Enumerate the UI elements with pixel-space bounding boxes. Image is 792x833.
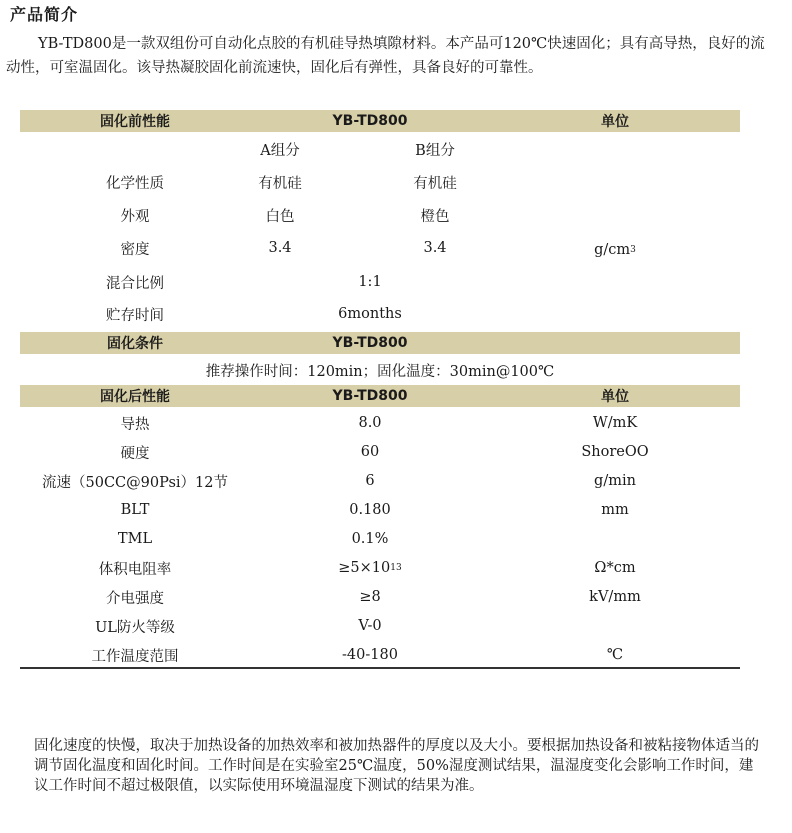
- cure-condition-title: 固化条件: [107, 336, 163, 352]
- unit-value: [490, 528, 740, 550]
- intro-paragraph: [6, 32, 766, 80]
- component-header-row: [20, 138, 740, 160]
- note-paragraph: 固化速度的快慢，取决于加热设备的加热效率和被加热器件的厚度以及大小。要根据加热设备和被粘接物体适当的调节固化温度和固化时间。工作时间是在实验室25℃温度，50%湿度测试结果，温湿度变化会影响工作时间，建议工作时间不超过极限值，以实际使用环境温湿度下测试的结果为准。: [34, 738, 759, 794]
- intro-text: YB-TD800是一款双组份可自动化点胶的有机硅导热填隙材料。本产品可120℃快速固化；具有高导热，良好的流动性，可室温固化。该导热凝胶固化前流速快，固化后有弹性，具备良好的可靠性。: [6, 36, 765, 76]
- unit-header: 单位: [601, 389, 629, 405]
- property-name: 外观: [120, 208, 150, 225]
- pre-cure-title: 固化前性能: [100, 114, 170, 130]
- property-value: 0.1%: [351, 531, 389, 547]
- component-a-value: 白色: [265, 208, 295, 225]
- unit-value: kV/mm: [589, 589, 641, 605]
- table-row: [20, 470, 740, 492]
- unit-value: [490, 615, 740, 637]
- component-b-label: B组分: [415, 142, 455, 159]
- unit-value: g/min: [594, 473, 636, 489]
- property-value: 6: [365, 473, 375, 489]
- component-a-label: A组分: [260, 142, 300, 159]
- table-row: [20, 557, 740, 579]
- property-name: 混合比例: [106, 275, 164, 292]
- component-a-value: 有机硅: [258, 175, 302, 192]
- unit-text: g/cm: [594, 242, 631, 258]
- unit-value: W/mK: [592, 415, 638, 431]
- property-name: 介电强度: [106, 590, 164, 607]
- property-name: 导热: [120, 416, 150, 433]
- pre-cure-header: [20, 110, 740, 132]
- property-value: 6months: [338, 306, 402, 322]
- table-row: [20, 528, 740, 550]
- product-name: YB-TD800: [332, 335, 408, 351]
- property-value: -40-180: [342, 647, 398, 663]
- value-superscript: 13: [390, 563, 402, 573]
- table-row: [20, 586, 740, 608]
- property-value: V-0: [358, 618, 382, 634]
- component-b-value: 有机硅: [413, 175, 457, 192]
- unit-value: mm: [601, 502, 629, 518]
- value-text: ≥5×10: [338, 560, 391, 576]
- table-row: [20, 615, 740, 637]
- table-bottom-rule: [20, 667, 740, 669]
- post-cure-title: 固化后性能: [100, 389, 170, 405]
- table-row: [20, 237, 740, 259]
- property-value: 60: [360, 444, 380, 460]
- unit-header: 单位: [601, 114, 629, 130]
- product-name: YB-TD800: [332, 388, 408, 404]
- component-b-value: 3.4: [423, 240, 447, 256]
- property-name: 工作温度范围: [91, 648, 179, 665]
- unit-value: Ω*cm: [594, 560, 636, 576]
- table-row: [20, 303, 740, 325]
- cure-condition-row: [20, 359, 740, 381]
- property-name: 硬度: [120, 445, 150, 462]
- property-value: [250, 557, 490, 579]
- table-row: [20, 499, 740, 521]
- section-heading: 产品简介: [10, 5, 79, 24]
- post-cure-header: [20, 385, 740, 407]
- unit-superscript: 3: [630, 245, 636, 255]
- property-value: 1:1: [358, 274, 382, 290]
- property-name: 密度: [120, 241, 150, 258]
- property-value: ≥8: [359, 589, 381, 605]
- property-name: 体积电阻率: [98, 561, 172, 578]
- table-row: [20, 412, 740, 434]
- property-value: 8.0: [358, 415, 382, 431]
- property-name: BLT: [120, 502, 150, 518]
- component-a-value: 3.4: [268, 240, 292, 256]
- property-name: TML: [117, 531, 153, 547]
- property-name: 流速（50CC@90Psi）12节: [42, 474, 228, 491]
- cure-condition-header: [20, 332, 740, 354]
- property-name: UL防火等级: [95, 619, 175, 636]
- cure-condition-text: 推荐操作时间：120min；固化温度：30min@100℃: [205, 363, 555, 380]
- property-name: 化学性质: [106, 175, 164, 192]
- property-name: 贮存时间: [106, 307, 164, 324]
- table-row: [20, 271, 740, 293]
- product-name: YB-TD800: [332, 113, 408, 129]
- table-row: [20, 441, 740, 463]
- table-row: [20, 644, 740, 666]
- unit-value: ShoreOO: [581, 444, 649, 460]
- table-row: [20, 204, 740, 226]
- unit-value: ℃: [606, 647, 624, 663]
- component-b-value: 橙色: [420, 208, 450, 225]
- unit-value: [490, 239, 740, 261]
- table-row: [20, 171, 740, 193]
- property-value: 0.180: [349, 502, 391, 518]
